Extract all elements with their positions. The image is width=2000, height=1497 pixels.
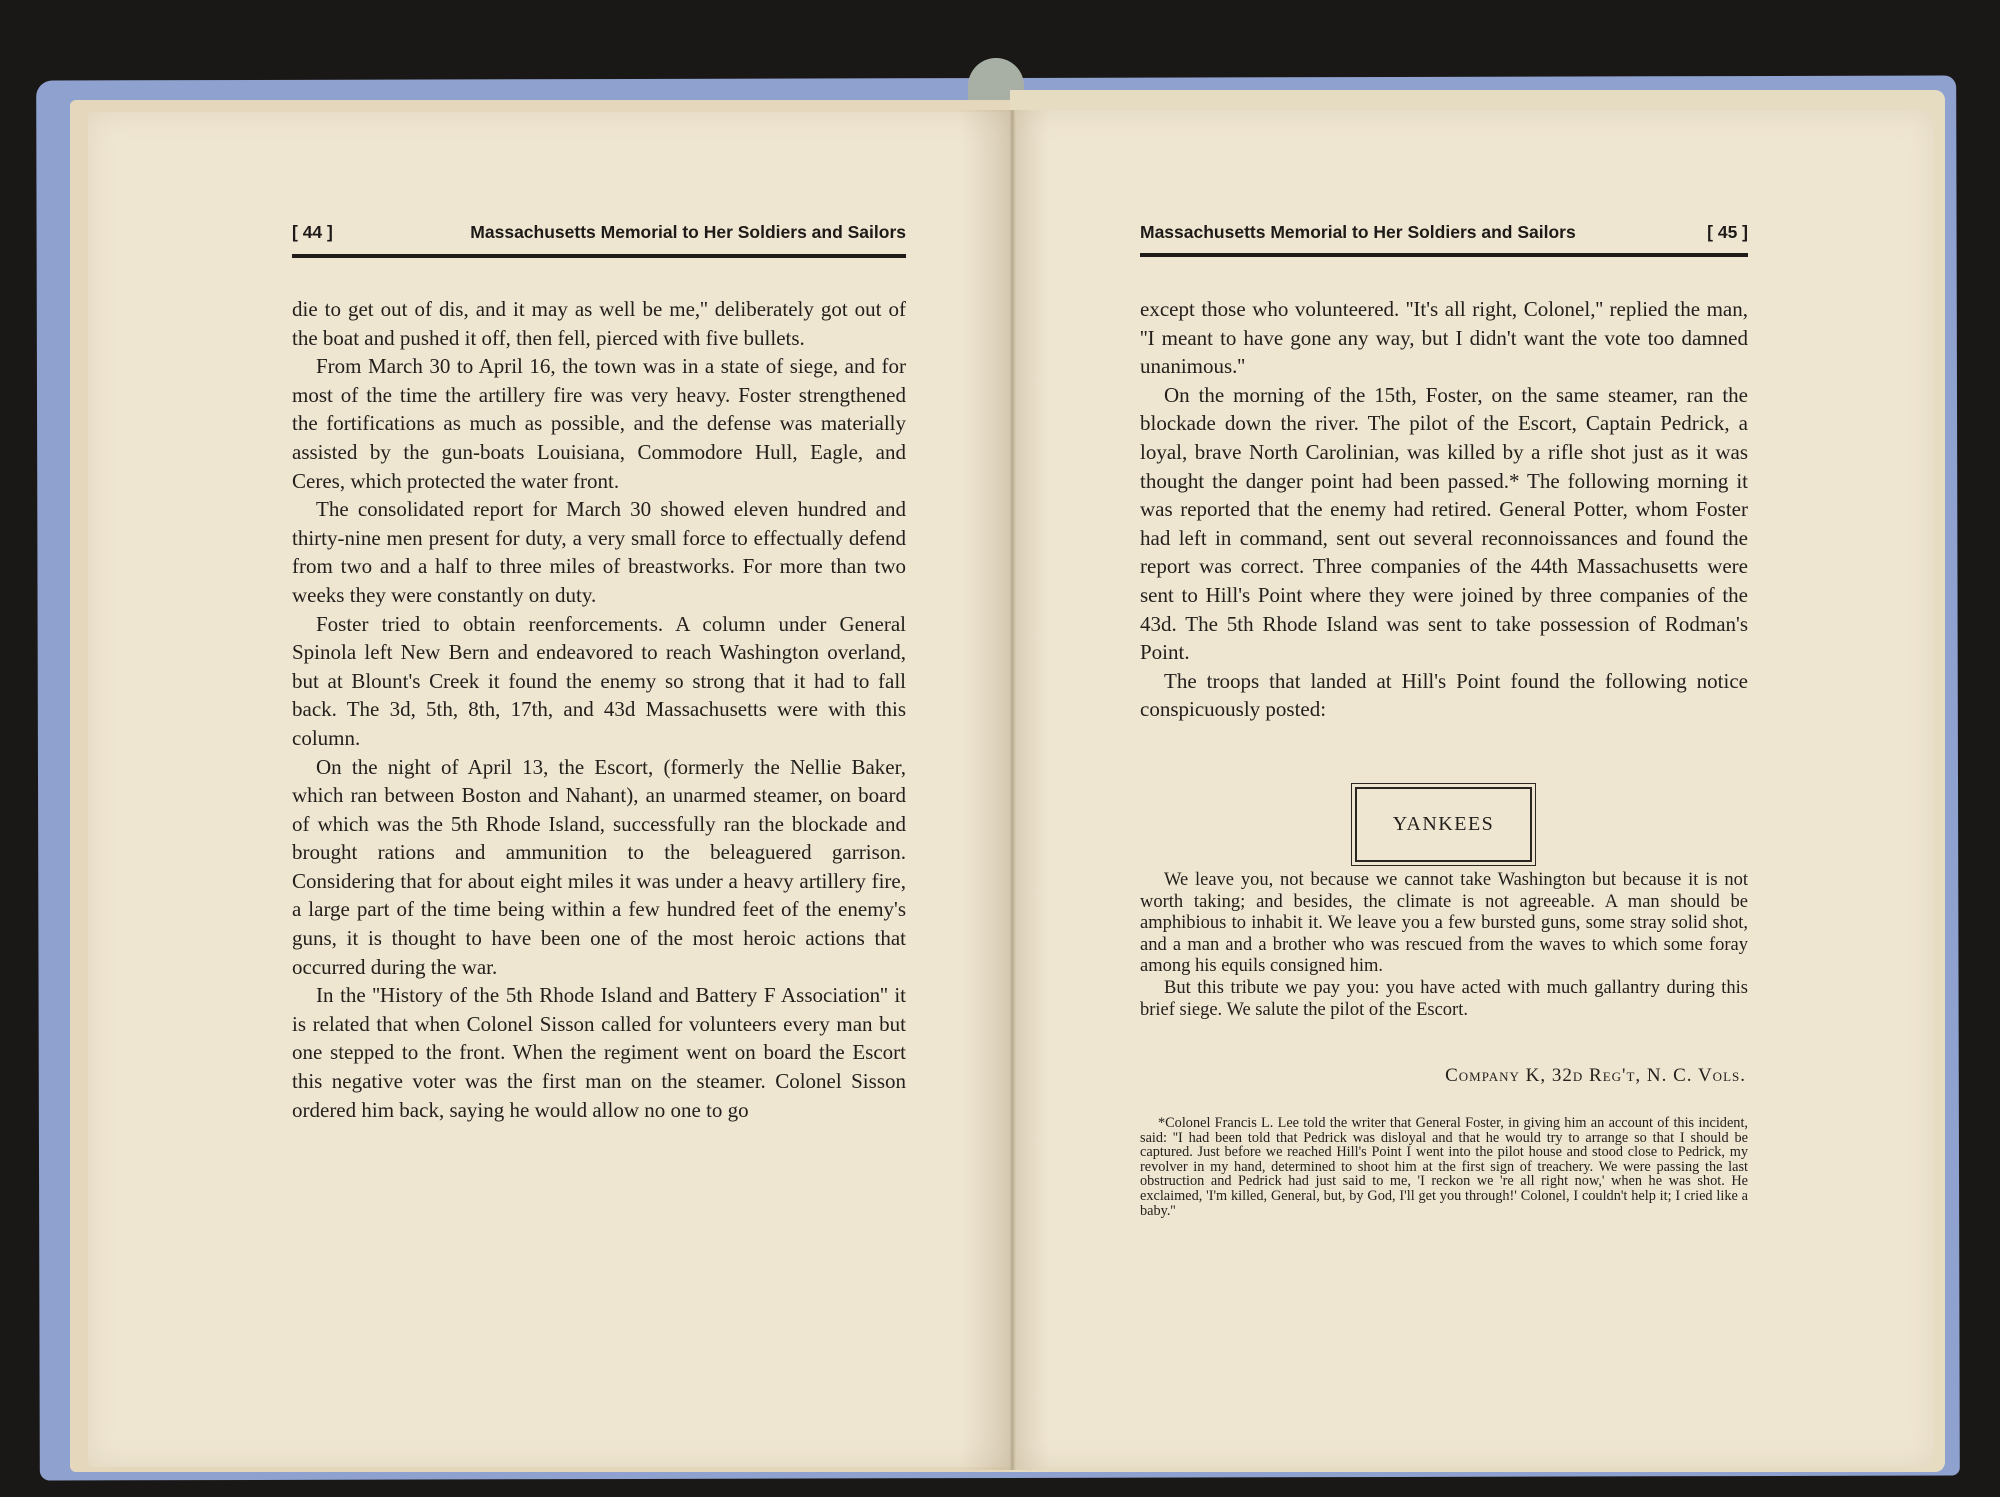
right-page-header: [1140, 222, 1748, 252]
paragraph: In the ''History of the 5th Rhode Island and Battery F Association'' it is related that when Colonel Sisson called for volunteers every man but one stepped to the front. When the regiment went on board the Escort this negative voter was the first man on the steamer. Colonel Sisson ordered him back, saying he would allow no one to go: [292, 983, 906, 1122]
notice-signature: Company K, 32d Reg't, N. C. Vols.: [1445, 1065, 1746, 1086]
paragraph: die to get out of dis, and it may as well be me,'' deliberately got out of the boat and pushed it off, then fell, pierced with five bullets.: [292, 297, 906, 350]
left-page-number: [ 44 ]: [292, 222, 333, 242]
footnote: [1140, 1116, 1748, 1218]
notice-paragraph: We leave you, not because we cannot take Washington but because it is not worth taking; and besides, the climate is not agreeable. A man should be amphibious to inhabit it. We leave you a few bursted guns, some stray solid shot, and a man and a brother who was rescued from the waves to which some foray among his equils consigned him.: [1140, 870, 1748, 977]
paragraph: The consolidated report for March 30 showed eleven hundred and thirty-nine men present for duty, a very small force to effectually defend from two and a half to three miles of breastworks. For more than two weeks they were constantly on duty.: [292, 497, 906, 607]
right-page-number: [ 45 ]: [1707, 222, 1748, 242]
left-header-rule: [292, 254, 906, 258]
right-running-title: Massachusetts Memorial to Her Soldiers and Sailors: [1140, 222, 1576, 242]
right-header-rule: [1140, 253, 1748, 257]
paragraph: From March 30 to April 16, the town was in a state of siege, and for most of the time the artillery fire was very heavy. Foster strengthened the fortifications as much as possible, and the defense was materially assisted by the gun-boats Louisiana, Commodore Hull, Eagle, and Ceres, which protected the water front.: [292, 354, 906, 493]
footnote-text: *Colonel Francis L. Lee told the writer that General Foster, in giving him an account of this incident, said: ''I had been told that Pedrick was disloyal and that he would try to arrange so that I should be captured. Just before we reached Hill's Point I went into the pilot house and stood close to Pedrick, my revolver in my hand, determined to shoot him at the first sign of treachery. We were passing the last obstruction and Pedrick had just said to me, 'I reckon we 're all right now,' when he was shot. He exclaimed, 'I'm killed, General, but, by God, I'll get you through!' Colonel, I couldn't help it; I cried like a baby.'': [1140, 1115, 1748, 1219]
paragraph: On the morning of the 15th, Foster, on the same steamer, ran the blockade down the river. The pilot of the Escort, Captain Pedrick, a loyal, brave North Carolinian, was killed by a rifle shot just as it was thought the danger point had been passed.* The following morning it was reported that the enemy had retired. General Potter, whom Foster had left in command, sent out several reconnoissances and found the report was correct. Three companies of the 44th Massachusetts were sent to Hill's Point where they were joined by three companies of the 43d. The 5th Rhode Island was sent to take possession of Rodman's Point.: [1140, 382, 1748, 665]
left-page-header: [292, 222, 906, 252]
notice-paragraph: But this tribute we pay you: you have acted with much gallantry during this brief siege. We salute the pilot of the Escort.: [1140, 977, 1748, 1020]
right-page-text: [1140, 295, 1748, 724]
notice-text: [1140, 870, 1748, 1021]
left-page-text: [292, 295, 906, 1124]
notice-heading-box: [1355, 787, 1532, 862]
paragraph: The troops that landed at Hill's Point found the following notice conspicuously posted:: [1140, 668, 1748, 722]
left-running-title: Massachusetts Memorial to Her Soldiers and Sailors: [470, 222, 906, 242]
notice-heading: YANKEES: [1392, 813, 1495, 835]
paragraph: Foster tried to obtain reenforcements. A column under General Spinola left New Bern and endeavored to reach Washington overland, but at Blount's Creek it found the enemy so strong that it had to fall back. The 3d, 5th, 8th, 17th, and 43d Massachusetts were with this column.: [292, 611, 906, 750]
book-gutter: [960, 110, 1050, 1470]
paragraph: except those who volunteered. ''It's all right, Colonel,'' replied the man, ''I meant to have gone any way, but I didn't want the vote too damned unanimous.'': [1140, 297, 1748, 379]
paragraph: On the night of April 13, the Escort, (formerly the Nellie Baker, which ran between Boston and Nahant), an unarmed steamer, on board of which was the 5th Rhode Island, successfully ran the blockade and brought rations and ammunition to the beleaguered garrison. Considering that for about eight miles it was under a heavy artillery fire, a large part of the time being within a few hundred feet of the enemy's guns, it is thought to have been one of the most heroic actions that occurred during the war.: [292, 754, 906, 979]
